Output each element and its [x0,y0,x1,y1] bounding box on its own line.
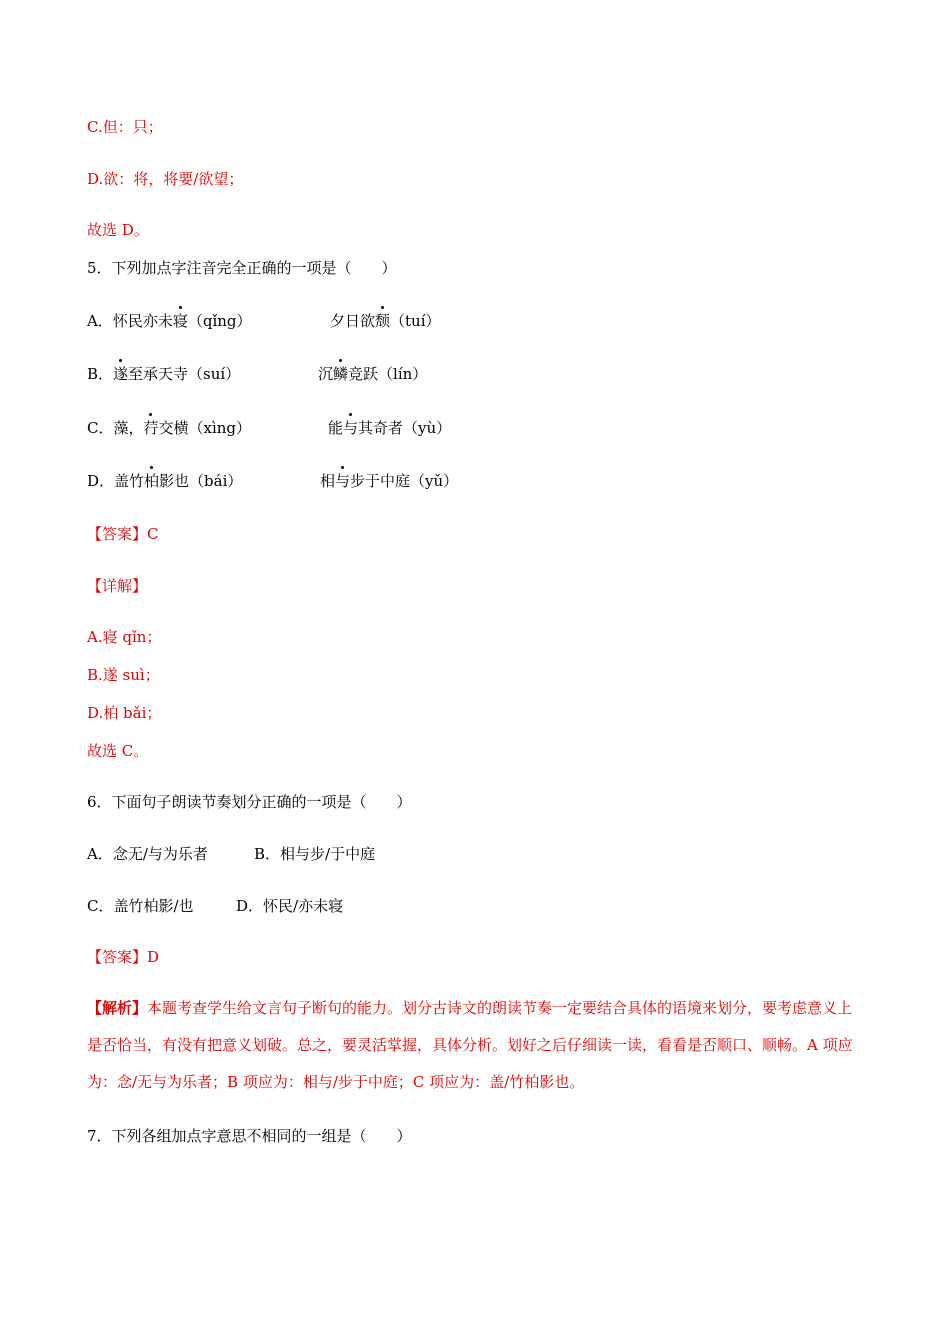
text: （tuí） [390,312,441,330]
text: 步于中庭（yǔ） [350,472,459,490]
text: D．盖竹 [87,472,145,490]
text: B． [87,365,114,383]
q5-option-b-left [87,364,240,384]
q6-option-c: C．盖竹柏影/也 [87,897,194,915]
text: C．藻， [87,419,144,437]
prev-explanation-d: D.欲：将，将要/欲望； [87,170,244,188]
text: 沉 [318,365,334,383]
q5-detail-label: 【详解】 [87,577,148,595]
prev-explanation-c: C.但：只； [87,118,163,136]
dotted-char: 寝 [172,312,188,330]
q6-answer: 【答案】D [87,948,160,966]
q5-option-a-left [87,311,252,331]
text: 至承天寺（suí） [128,365,241,383]
q5-option-c-left [87,418,251,438]
q5-conclusion: 故选 C。 [87,742,149,760]
q6-analysis-label: 【解析】 [87,999,148,1017]
q5-option-a-right [330,311,441,331]
text: 交横（xìng） [158,419,252,437]
dotted-char: 遂 [113,365,129,383]
dotted-char: 柏 [144,472,160,490]
dotted-char: 颓 [375,312,391,330]
q6-stem: 6．下面句子朗读节奏划分正确的一项是（ ） [87,793,412,811]
text: 竞跃（lín） [348,365,428,383]
text: A．怀民亦未 [87,312,173,330]
text: 影也（bái） [159,472,243,490]
q5-detail-a: A.寝 qǐn； [87,628,162,646]
q5-option-b-right [318,364,427,384]
q5-detail-d: D.柏 bǎi； [87,704,162,722]
q5-option-c-right [328,418,451,438]
q6-analysis-text: 本题考查学生给文言句子断句的能力。划分古诗文的朗读节奏一定要结合具体的语境来划分，要考虑意义上是否恰当，有没有把意义划破。总之，要灵活掌握，具体分析。划好之后仔细读一读，看看是否顺口、顺畅。A 项应为：念/无与为乐者；B 项应为：相与/步于中庭；C 项应为：盖/竹柏影也。 [87,999,853,1091]
dotted-char: 荇 [143,419,159,437]
text: 能 [328,419,344,437]
q5-option-d-left [87,471,242,491]
text: 相 [320,472,336,490]
text: （qǐng） [187,312,252,330]
q5-option-d-right [320,471,458,491]
q7-stem: 7．下列各组加点字意思不相同的一组是（ ） [87,1127,412,1145]
prev-conclusion: 故选 D。 [87,221,149,239]
q5-detail-b: B.遂 suì； [87,666,160,684]
dotted-char: 与 [335,472,351,490]
q5-stem: 5．下列加点字注音完全正确的一项是（ ） [87,259,397,277]
q6-analysis [87,990,867,1101]
text: 其奇者（yù） [358,419,452,437]
q5-answer: 【答案】C [87,525,159,543]
q6-option-b: B．相与步/于中庭 [254,845,376,863]
dotted-char: 与 [343,419,359,437]
q6-option-d: D．怀民/亦未寝 [236,897,344,915]
dotted-char: 鳞 [333,365,349,383]
text: 夕日欲 [330,312,376,330]
q6-option-a: A．念无/与为乐者 [87,845,208,863]
